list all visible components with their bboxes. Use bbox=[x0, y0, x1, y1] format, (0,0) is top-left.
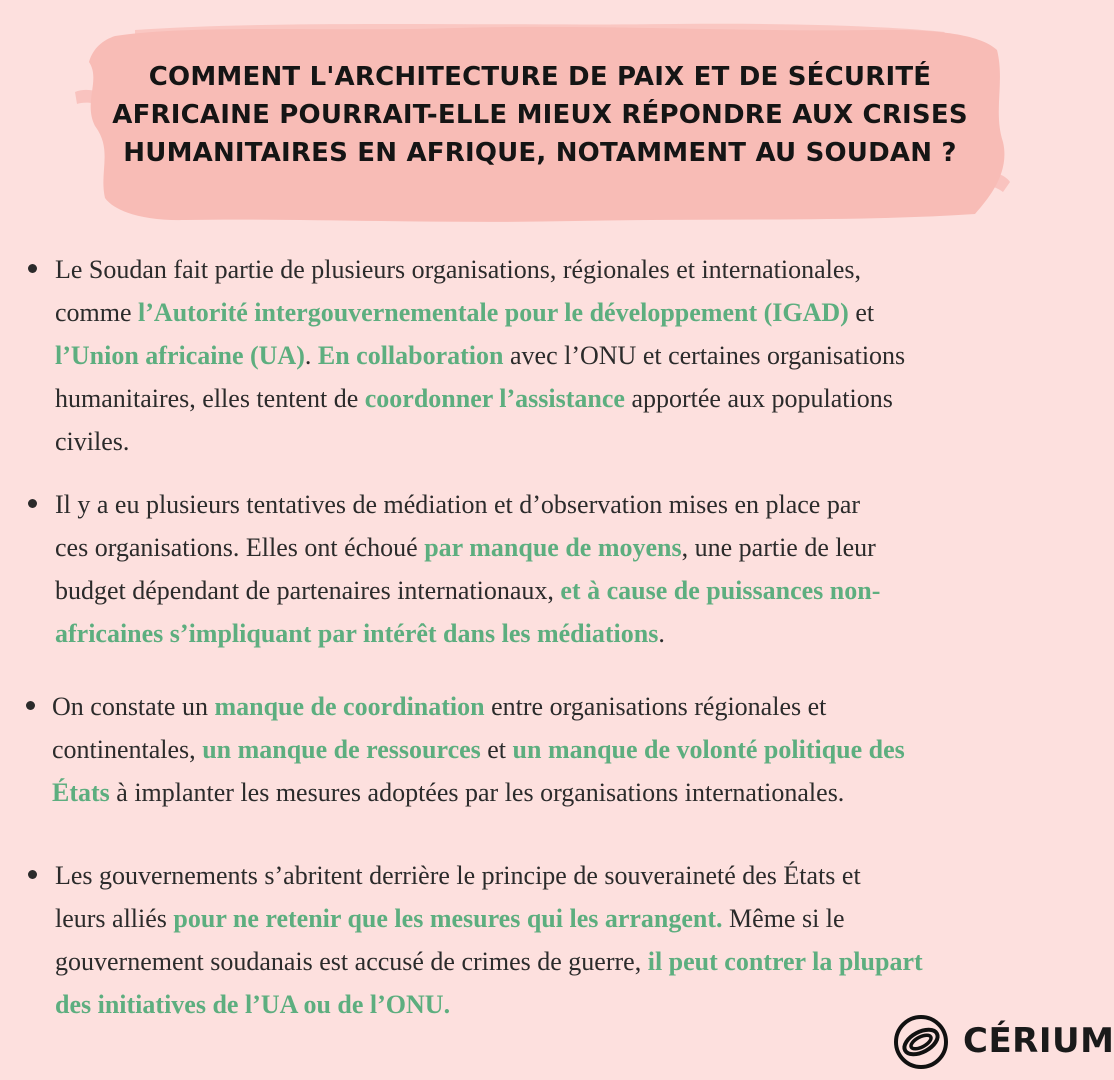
title-line: COMMENT L'ARCHITECTURE DE PAIX ET DE SÉCURITÉ bbox=[148, 62, 932, 92]
highlight-text: coordonner l’assistance bbox=[364, 384, 625, 413]
text-run: On constate un bbox=[52, 692, 215, 721]
text-run: Le Soudan fait partie de plusieurs organisations, régionales et internationales, bbox=[55, 255, 862, 284]
text-run: Il y a eu plusieurs tentatives de médiation et d’observation mises en place par bbox=[55, 490, 861, 519]
text-run: budget dépendant de partenaires internationaux, bbox=[55, 576, 561, 605]
text-run: Les gouvernements s’abritent derrière le principe de souveraineté des États et bbox=[55, 861, 861, 890]
highlight-text: des initiatives de l’UA ou de l’ONU. bbox=[55, 990, 451, 1019]
text-run: et bbox=[480, 735, 513, 764]
highlight-text: un manque de volonté politique des bbox=[512, 735, 905, 764]
text-run: et bbox=[848, 298, 875, 327]
text-run: avec l’ONU et certaines organisations bbox=[503, 341, 906, 370]
text-run: leurs alliés bbox=[55, 904, 174, 933]
bullet-dot-icon bbox=[28, 499, 37, 508]
bullet-dot-icon bbox=[28, 870, 37, 879]
text-run: ces organisations. Elles ont échoué bbox=[55, 533, 425, 562]
text-run: Même si le bbox=[722, 904, 845, 933]
text-run: humanitaires, elles tentent de bbox=[55, 384, 365, 413]
text-run: entre organisations régionales et bbox=[484, 692, 827, 721]
title-line: AFRICAINE POURRAIT-ELLE MIEUX RÉPONDRE AUX CRISES bbox=[112, 100, 968, 130]
cerium-logo-icon bbox=[892, 1013, 950, 1071]
bullet-dot-icon bbox=[28, 264, 37, 273]
title-line: HUMANITAIRES EN AFRIQUE, NOTAMMENT AU SOUDAN ? bbox=[123, 138, 957, 168]
highlight-text: par manque de moyens bbox=[424, 533, 682, 562]
highlight-text: l’Union africaine (UA) bbox=[55, 341, 305, 370]
bullet-text bbox=[55, 248, 905, 463]
text-run: continentales, bbox=[52, 735, 203, 764]
highlight-text: États bbox=[52, 778, 110, 807]
highlight-text: africaines s’impliquant par intérêt dans les médiations bbox=[55, 619, 659, 648]
text-run: , une partie de leur bbox=[681, 533, 876, 562]
bullet-dot-icon bbox=[26, 701, 35, 710]
page-title bbox=[90, 58, 990, 172]
text-run: . bbox=[304, 341, 318, 370]
text-run: apportée aux populations bbox=[624, 384, 893, 413]
highlight-text: pour ne retenir que les mesures qui les arrangent. bbox=[173, 904, 723, 933]
text-run: . bbox=[658, 619, 665, 648]
highlight-text: un manque de ressources bbox=[202, 735, 481, 764]
highlight-text: En collaboration bbox=[317, 341, 504, 370]
bullet-text bbox=[55, 483, 880, 655]
highlight-text: et à cause de puissances non- bbox=[560, 576, 881, 605]
text-run: gouvernement soudanais est accusé de crimes de guerre, bbox=[55, 947, 648, 976]
text-run: à implanter les mesures adoptées par les organisations internationales. bbox=[109, 778, 845, 807]
highlight-text: l’Autorité intergouvernementale pour le développement (IGAD) bbox=[138, 298, 849, 327]
text-run: civiles. bbox=[55, 427, 130, 456]
bullet-text bbox=[52, 685, 905, 814]
highlight-text: il peut contrer la plupart bbox=[647, 947, 923, 976]
highlight-text: manque de coordination bbox=[214, 692, 485, 721]
text-run: comme bbox=[55, 298, 139, 327]
brand-name: CÉRIUM bbox=[963, 1021, 1114, 1061]
bullet-text bbox=[55, 854, 923, 1026]
